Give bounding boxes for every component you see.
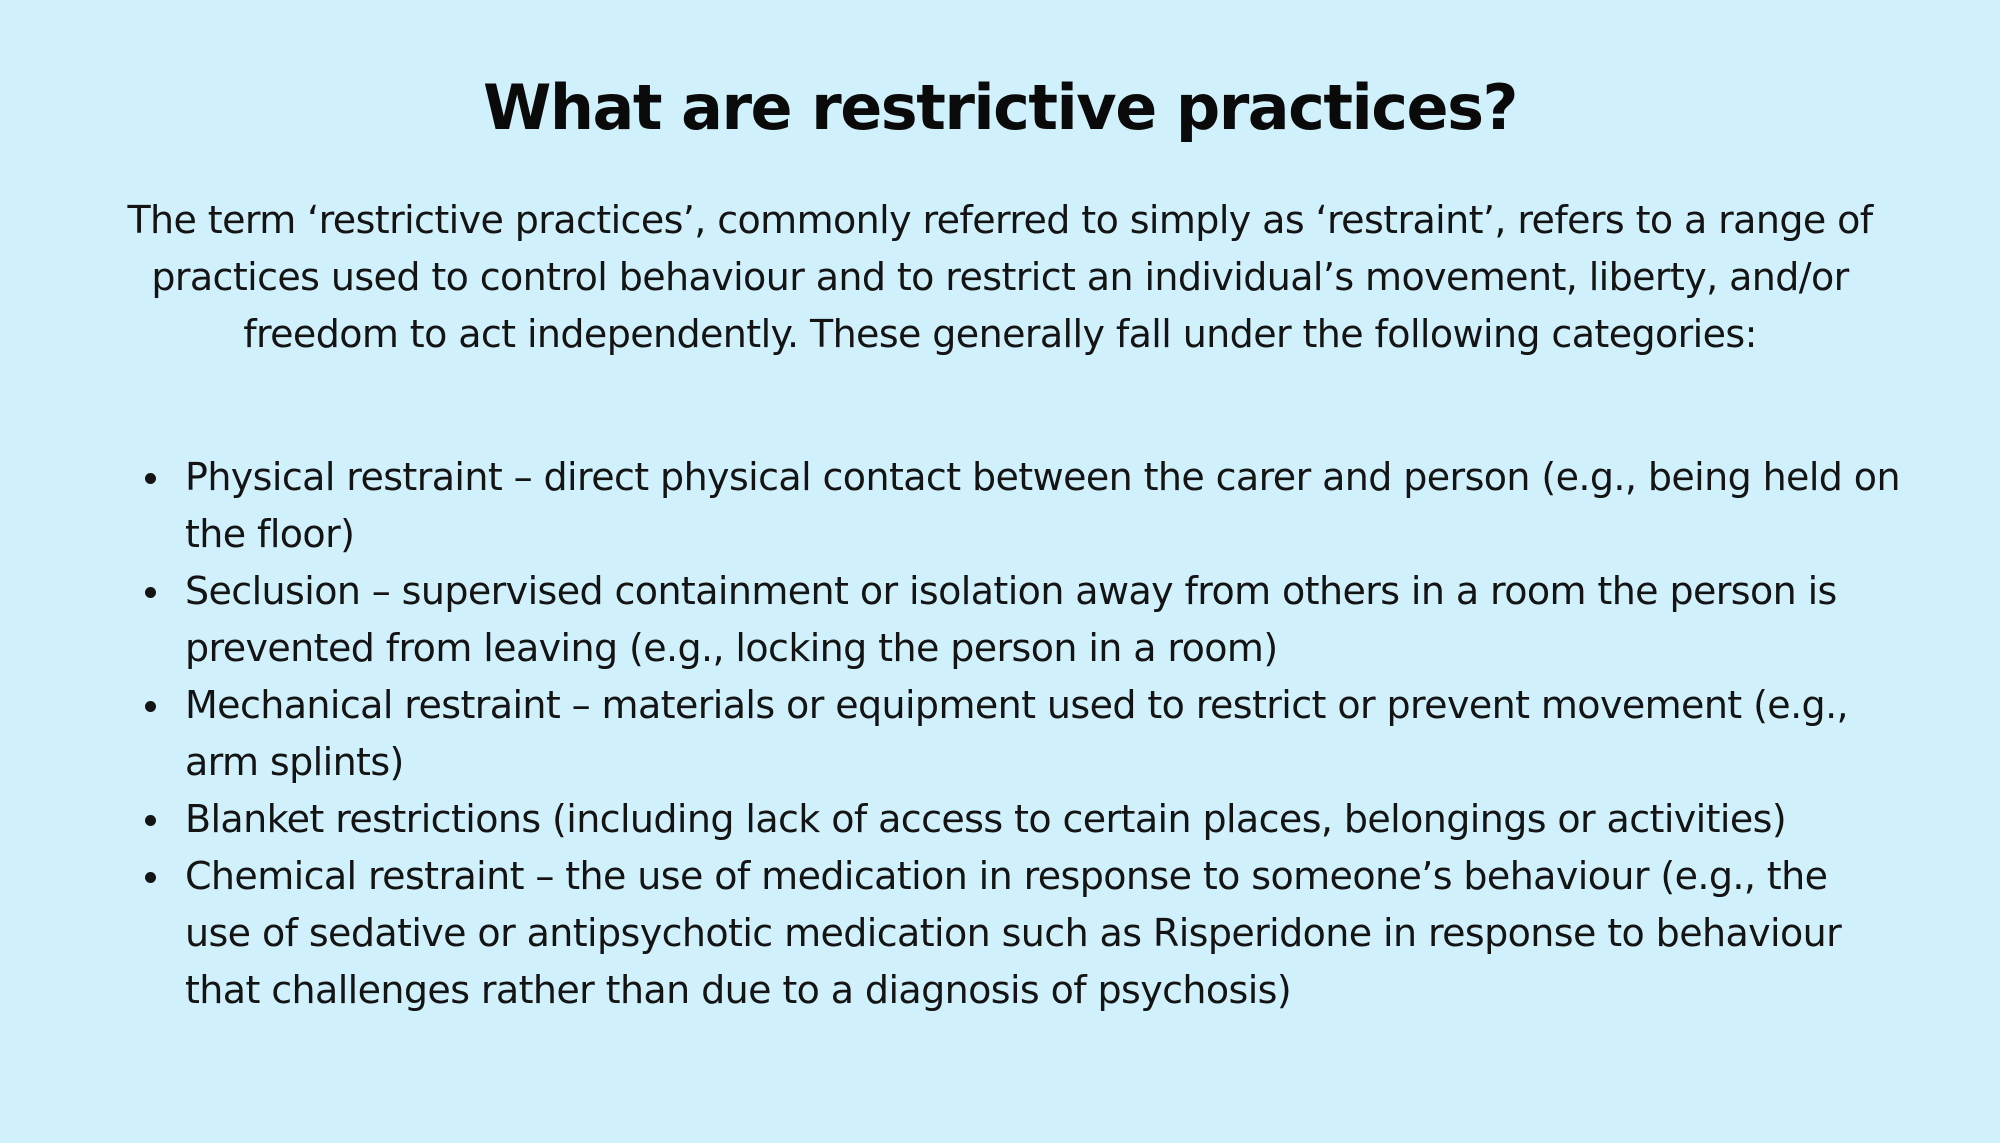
- categories-list: [142, 449, 1902, 1019]
- list-item-seclusion: [142, 563, 1902, 677]
- list-item-physical-restraint: [142, 449, 1902, 563]
- list-item-text: Chemical restraint – the use of medication in response to someone’s behaviour (e.g., the use of sedative or antipsychotic medication such as Risperidone in response to behaviour that challenges rather than due to a diagnosis of psychosis): [185, 854, 1842, 1012]
- intro-paragraph: The term ‘restrictive practices’, commonly referred to simply as ‘restraint’, refers to a range of practices used to control behaviour and to restrict an individual’s movement, liberty, and/or freedom to act independently. These generally fall under the following categories:: [127, 198, 1873, 356]
- page-title: What are restrictive practices?: [483, 71, 1517, 144]
- list-item-text: Seclusion – supervised containment or isolation away from others in a room the person is prevented from leaving (e.g., locking the person in a room): [185, 569, 1837, 670]
- list-item-mechanical-restraint: [142, 677, 1902, 791]
- list-item-text: Blanket restrictions (including lack of access to certain places, belongings or activities): [185, 797, 1787, 841]
- list-item-text: Physical restraint – direct physical contact between the carer and person (e.g., being held on the floor): [185, 455, 1900, 556]
- bullet-icon: [145, 473, 156, 484]
- bullet-icon: [145, 872, 156, 883]
- bullet-icon: [145, 701, 156, 712]
- list-item-text: Mechanical restraint – materials or equipment used to restrict or prevent movement (e.g., arm splints): [185, 683, 1849, 784]
- bullet-icon: [145, 815, 156, 826]
- list-item-blanket-restrictions: [142, 791, 1902, 848]
- list-item-chemical-restraint: [142, 848, 1902, 1019]
- bullet-icon: [145, 587, 156, 598]
